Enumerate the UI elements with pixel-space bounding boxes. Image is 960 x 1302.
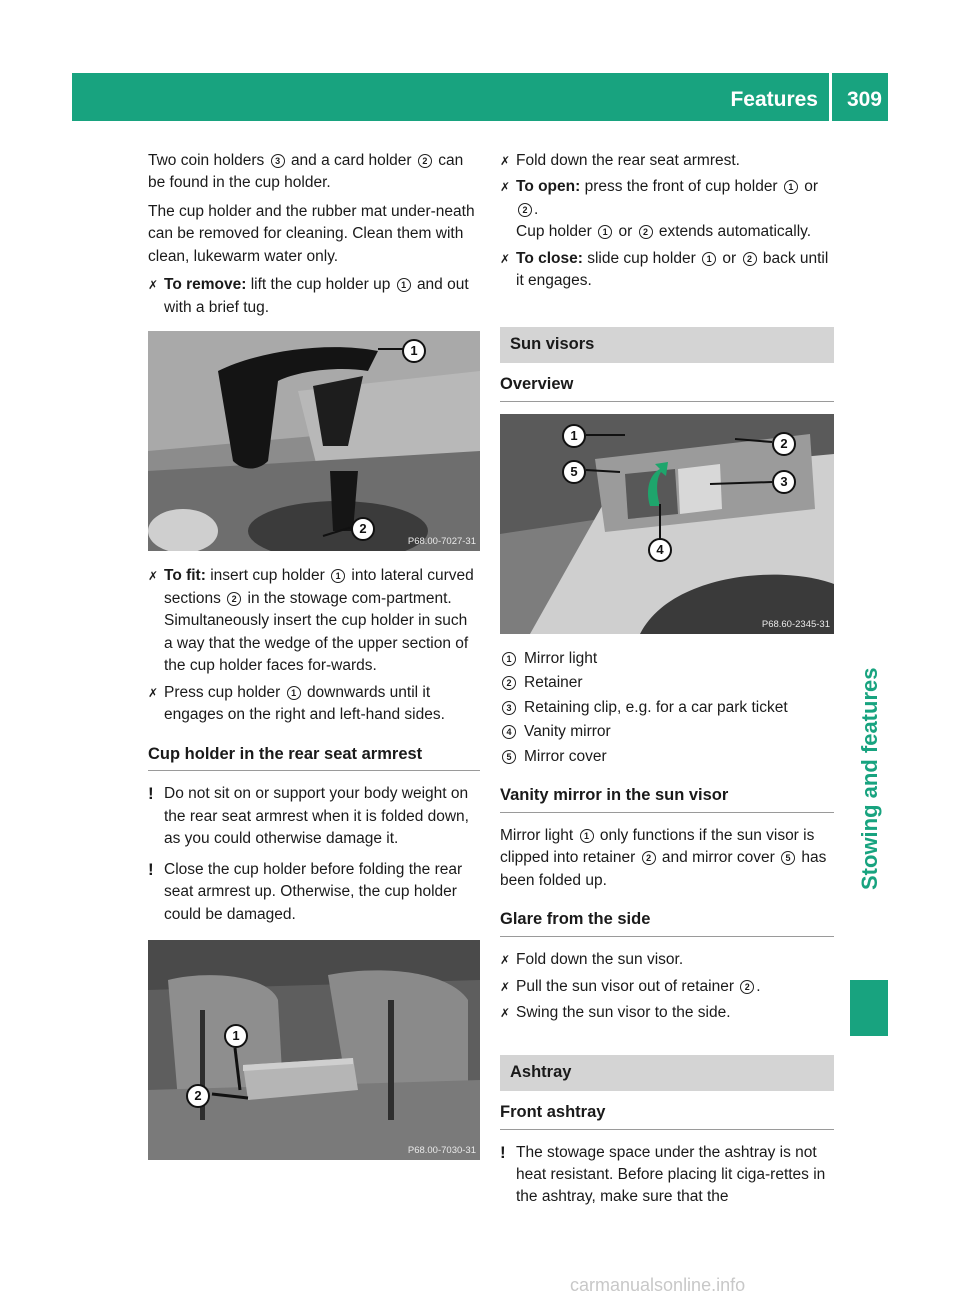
warning-icon: !	[148, 784, 154, 804]
heading-vanity-mirror: Vanity mirror in the sun visor	[500, 784, 834, 813]
vanity-paragraph: Mirror light 1 only functions if the sun visor is clipped into retainer 2 and mirror cover 5 has been folded up.	[500, 826, 827, 889]
heading-overview: Overview	[500, 373, 834, 402]
heading-front-ashtray: Front ashtray	[500, 1101, 834, 1130]
header-separator	[829, 73, 832, 121]
step-fold: ✗ Fold down the rear seat armrest.	[500, 150, 834, 172]
section-sun-visors: Sun visors	[500, 327, 834, 363]
side-tab-block	[850, 980, 888, 1036]
cup-holder-photo	[148, 331, 480, 551]
callout-2: 2	[772, 432, 796, 456]
side-tab-label: Stowing and features	[857, 667, 882, 890]
watermark: carmanualsonline.info	[570, 1275, 746, 1295]
step-press: ✗ Press cup holder 1 downwards until it engages on the right and left-hand sides.	[148, 683, 445, 724]
page-number: 309	[846, 88, 882, 111]
legend-item: 1 Mirror light	[500, 648, 834, 670]
step-arrow-icon: ✗	[500, 251, 511, 266]
intro-paragraph-1: Two coin holders 3 and a card holder 2 can be found in the cup holder.	[148, 152, 464, 192]
figure-code: P68.60-2345-31	[761, 618, 830, 630]
legend-item: 2 Retainer	[500, 672, 834, 694]
callout-1: 1	[562, 424, 586, 448]
step-arrow-icon: ✗	[500, 979, 511, 994]
step-fit: ✗ To fit: insert cup holder 1 into lateral curved sections 2 in the stowage com-partment. Simultaneously insert the cup holder in such a way that the wedge of the upper section of the cup holder faces for-wards.	[148, 567, 474, 675]
figure-code: P68.00-7030-31	[407, 1145, 476, 1157]
section-ashtray: Ashtray	[500, 1055, 834, 1091]
warning-3: ! The stowage space under the ashtray is not heat resistant. Before placing lit ciga-rettes in the ashtray, make sure that the	[500, 1142, 826, 1206]
legend-item: 4 Vanity mirror	[500, 721, 834, 743]
step-arrow-icon: ✗	[500, 180, 511, 195]
warning-icon: !	[500, 1142, 506, 1162]
sun-visor-photo	[500, 414, 834, 634]
cup-holder-illustration	[148, 331, 480, 551]
header-title: Features	[730, 88, 818, 111]
callout-1: 1	[402, 339, 426, 363]
left-column	[148, 150, 480, 1174]
callout-3: 3	[772, 470, 796, 494]
heading-glare: Glare from the side	[500, 908, 834, 937]
rear-armrest-illustration	[148, 940, 480, 1160]
heading-rear-armrest: Cup holder in the rear seat armrest	[148, 743, 480, 772]
step-arrow-icon: ✗	[148, 278, 159, 293]
step-open: ✗ To open: press the front of cup holder 1 or 2 . Cup holder 1 or 2 extends automatically.	[500, 178, 819, 241]
callout-1: 1	[224, 1024, 248, 1048]
legend-item: 3 Retaining clip, e.g. for a car park ticket	[500, 697, 834, 719]
callout-5: 5	[562, 460, 586, 484]
right-column	[500, 150, 834, 1217]
step-arrow-icon: ✗	[500, 953, 511, 968]
warning-2: ! Close the cup holder before folding the rear seat armrest up. Otherwise, the cup holder could be damaged.	[148, 859, 463, 923]
step-arrow-icon: ✗	[500, 1006, 511, 1021]
warning-icon: !	[148, 859, 154, 879]
header-bar	[72, 73, 888, 121]
callout-2: 2	[186, 1084, 210, 1108]
step-remove: ✗ To remove: lift the cup holder up 1 and out with a brief tug.	[148, 276, 469, 316]
figure-code: P68.00-7027-31	[407, 536, 476, 548]
warning-1: ! Do not sit on or support your body weight on the rear seat armrest when it is folded down, as you could otherwise damage it.	[148, 784, 469, 848]
overview-legend	[500, 648, 834, 768]
step-glare-1: ✗ Fold down the sun visor.	[500, 949, 834, 971]
callout-2: 2	[351, 517, 375, 541]
rear-armrest-photo	[148, 940, 480, 1160]
step-arrow-icon: ✗	[500, 154, 511, 168]
legend-item: 5 Mirror cover	[500, 746, 834, 768]
intro-paragraph-2: The cup holder and the rubber mat under-neath can be removed for cleaning. Clean them with clean, lukewarm water only.	[148, 202, 475, 265]
step-glare-2: ✗ Pull the sun visor out of retainer 2 .	[500, 976, 834, 998]
step-glare-3: ✗ Swing the sun visor to the side.	[500, 1002, 834, 1024]
step-arrow-icon: ✗	[148, 569, 159, 584]
callout-4: 4	[648, 538, 672, 562]
step-arrow-icon: ✗	[148, 685, 159, 700]
step-close: ✗ To close: slide cup holder 1 or 2 back until it engages.	[500, 249, 829, 290]
